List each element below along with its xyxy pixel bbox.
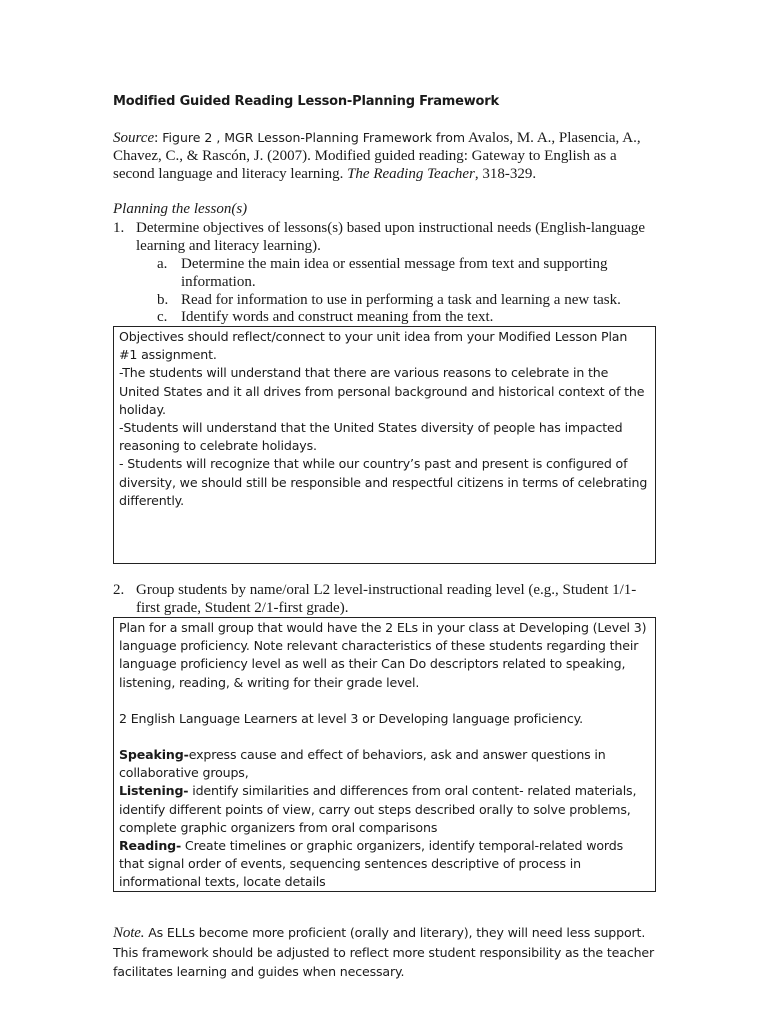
subitem-letter: a. bbox=[157, 256, 168, 272]
subitem-letter: b. bbox=[157, 292, 169, 308]
objective-item: - Students will recognize that while our country’s past and present is configured of diversity, we should still be responsible and respectful citizens in terms of celebrating differently. bbox=[119, 456, 648, 508]
speaking-label: Speaking- bbox=[119, 747, 189, 763]
subitem-text: Read for information to use in performing a task and learning a new task. bbox=[181, 292, 621, 308]
planning-heading: Planning the lesson(s) bbox=[113, 201, 248, 217]
item-number: 2. bbox=[113, 582, 125, 598]
item-number: 1. bbox=[113, 220, 125, 236]
objective-item: -The students will understand that there are various reasons to celebrate in the United States and it all drives from personal background and historical context of the holiday. bbox=[119, 365, 645, 417]
listening-label: Listening- bbox=[119, 783, 189, 799]
item-text: Determine objectives of lessons(s) based upon instructional needs (English-language learning and literacy learning). bbox=[136, 220, 646, 254]
subitem-text: Identify words and construct meaning from the text. bbox=[181, 309, 494, 325]
source-citation bbox=[113, 129, 653, 183]
citation-pages: , 318-329. bbox=[474, 166, 537, 182]
subitem-letter: c. bbox=[157, 309, 168, 325]
journal-name: The Reading Teacher bbox=[347, 166, 475, 182]
document-title: Modified Guided Reading Lesson-Planning Framework bbox=[113, 94, 499, 109]
group-planning-box bbox=[113, 617, 656, 892]
listening-descriptor bbox=[119, 782, 649, 837]
listening-text: identify similarities and differences from oral content- related materials, identify different points of view, carry out steps described orally to solve problems, complete graphic organizers from oral comparisons bbox=[119, 783, 637, 835]
source-label: Source bbox=[113, 130, 155, 146]
objective-item: -Students will understand that the United States diversity of people has impacted reasoning to celebrate holidays. bbox=[119, 420, 623, 454]
note-text: As ELLs become more proficient (orally and literary), they will need less support. This framework should be adjusted to reflect more student responsibility as the teacher facilitates learning and guides when necessary. bbox=[113, 925, 655, 979]
subitem-text: Determine the main idea or essential message from text and supporting information. bbox=[181, 256, 608, 290]
note-label: Note. bbox=[113, 925, 145, 941]
citation-authors: Avalos, M. A., Plasencia, A., Chavez, C., & Rascón, J. (2007). Modified guided reading: Gateway to English as a second language and literacy learning. bbox=[113, 130, 641, 182]
objectives-intro: Objectives should reflect/connect to your unit idea from your Modified Lesson Plan #1 assignment. bbox=[119, 329, 628, 363]
reading-text: Create timelines or graphic organizers, identify temporal-related words that signal order of events, sequencing sentences descriptive of process in informational texts, locate details bbox=[119, 838, 623, 890]
group-summary: 2 English Language Learners at level 3 or Developing language proficiency. bbox=[119, 710, 583, 726]
reading-label: Reading- bbox=[119, 838, 182, 854]
objectives-box bbox=[113, 326, 656, 564]
reading-descriptor bbox=[119, 837, 649, 892]
item-text: Group students by name/oral L2 level-instructional reading level (e.g., Student 1/1-first grade, Student 2/1-first grade). bbox=[136, 582, 637, 616]
speaking-descriptor bbox=[119, 746, 649, 782]
figure-reference: Figure 2 , MGR Lesson-Planning Framework from bbox=[158, 130, 466, 145]
source-colon: : bbox=[154, 130, 159, 146]
speaking-text: express cause and effect of behaviors, ask and answer questions in collaborative groups, bbox=[119, 747, 606, 781]
group-intro: Plan for a small group that would have the 2 ELs in your class at Developing (Level 3) language proficiency. Note relevant characteristics of these students regarding their language proficiency level as well as their Can Do descriptors related to speaking, listening, reading, & writing for their grade level. bbox=[119, 620, 647, 690]
note-paragraph bbox=[113, 923, 658, 981]
